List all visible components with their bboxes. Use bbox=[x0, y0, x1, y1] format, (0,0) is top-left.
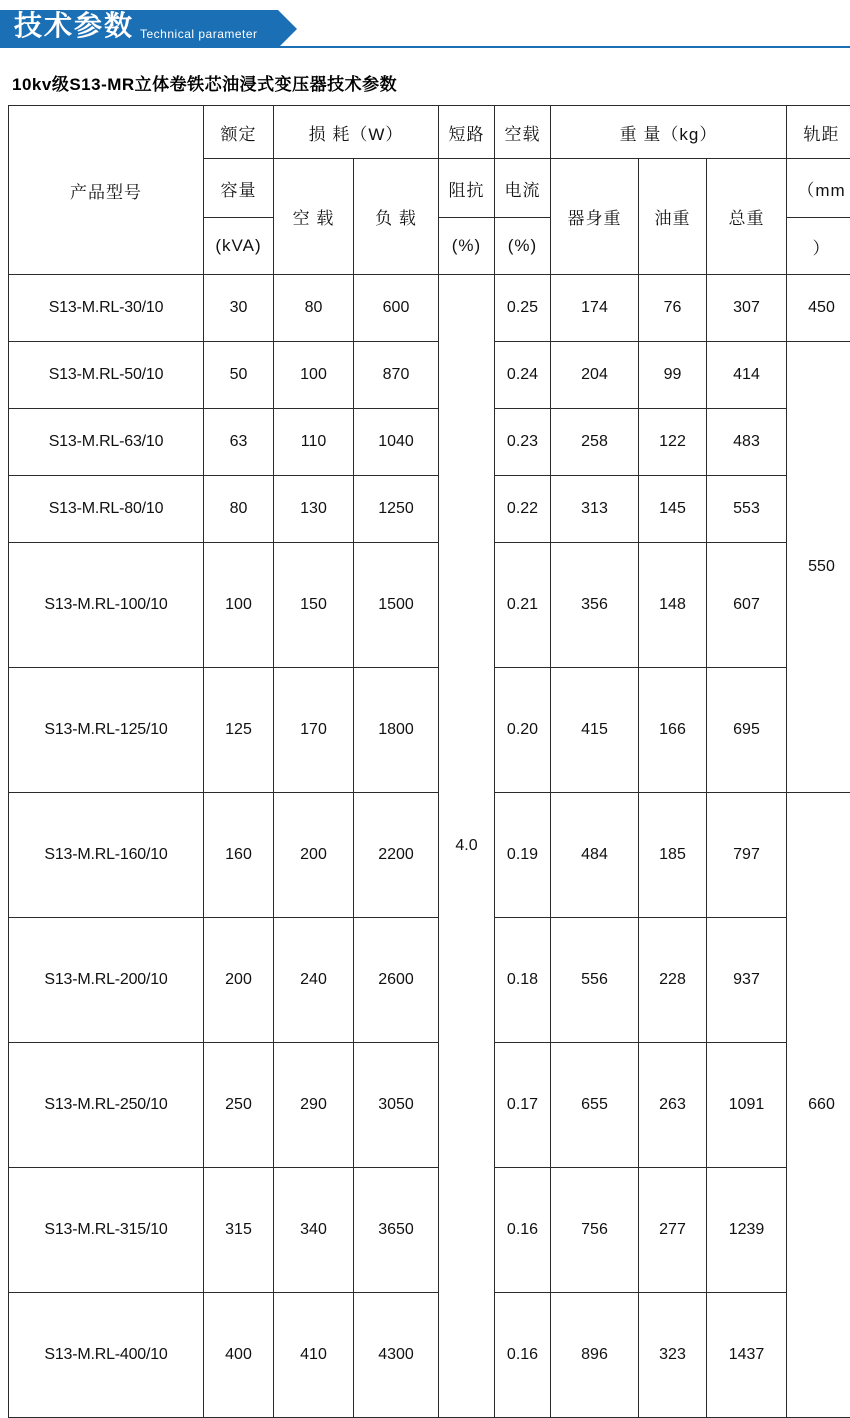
cell-rail-gauge: 450 bbox=[787, 275, 850, 342]
cell-weight-total: 695 bbox=[707, 668, 787, 793]
cell-loss-load: 3050 bbox=[354, 1043, 439, 1168]
cell-model: S13-M.RL-30/10 bbox=[9, 275, 204, 342]
cell-capacity: 80 bbox=[204, 476, 274, 543]
table-row bbox=[9, 476, 850, 543]
banner-title-en: Technical parameter bbox=[140, 26, 258, 42]
header-impedance-line3: (%) bbox=[439, 218, 495, 275]
header-loss-group: 损 耗（W） bbox=[274, 106, 439, 159]
cell-weight-body: 204 bbox=[551, 342, 639, 409]
cell-impedance: 4.0 bbox=[439, 275, 495, 1418]
page-title: 10kv级S13-MR立体卷铁芯油浸式变压器技术参数 bbox=[12, 70, 850, 95]
cell-noload-current: 0.16 bbox=[495, 1293, 551, 1418]
header-model: 产品型号 bbox=[9, 106, 204, 275]
header-current-line3: (%) bbox=[495, 218, 551, 275]
cell-weight-body: 313 bbox=[551, 476, 639, 543]
header-current-line1: 空载 bbox=[495, 106, 551, 159]
cell-model: S13-M.RL-250/10 bbox=[9, 1043, 204, 1168]
cell-weight-body: 258 bbox=[551, 409, 639, 476]
cell-weight-body: 356 bbox=[551, 543, 639, 668]
cell-weight-body: 756 bbox=[551, 1168, 639, 1293]
cell-loss-load: 2600 bbox=[354, 918, 439, 1043]
cell-loss-load: 4300 bbox=[354, 1293, 439, 1418]
cell-weight-total: 1437 bbox=[707, 1293, 787, 1418]
cell-weight-total: 414 bbox=[707, 342, 787, 409]
cell-loss-noload: 110 bbox=[274, 409, 354, 476]
cell-weight-total: 1239 bbox=[707, 1168, 787, 1293]
cell-capacity: 315 bbox=[204, 1168, 274, 1293]
table-head bbox=[9, 106, 850, 275]
table-row bbox=[9, 543, 850, 668]
cell-capacity: 125 bbox=[204, 668, 274, 793]
cell-loss-load: 1040 bbox=[354, 409, 439, 476]
cell-model: S13-M.RL-100/10 bbox=[9, 543, 204, 668]
cell-noload-current: 0.21 bbox=[495, 543, 551, 668]
cell-loss-load: 1250 bbox=[354, 476, 439, 543]
table-body bbox=[9, 275, 850, 1418]
table-row bbox=[9, 668, 850, 793]
cell-loss-load: 1800 bbox=[354, 668, 439, 793]
cell-rail-gauge: 550 bbox=[787, 342, 850, 793]
cell-model: S13-M.RL-80/10 bbox=[9, 476, 204, 543]
cell-model: S13-M.RL-160/10 bbox=[9, 793, 204, 918]
cell-noload-current: 0.17 bbox=[495, 1043, 551, 1168]
cell-loss-noload: 340 bbox=[274, 1168, 354, 1293]
cell-weight-body: 415 bbox=[551, 668, 639, 793]
header-weight-body: 器身重 bbox=[551, 159, 639, 275]
cell-loss-noload: 410 bbox=[274, 1293, 354, 1418]
table-header-row-1 bbox=[9, 106, 850, 159]
cell-weight-oil: 99 bbox=[639, 342, 707, 409]
cell-noload-current: 0.24 bbox=[495, 342, 551, 409]
cell-noload-current: 0.22 bbox=[495, 476, 551, 543]
table-row bbox=[9, 1168, 850, 1293]
cell-model: S13-M.RL-400/10 bbox=[9, 1293, 204, 1418]
cell-weight-total: 553 bbox=[707, 476, 787, 543]
cell-weight-total: 1091 bbox=[707, 1043, 787, 1168]
table-row bbox=[9, 793, 850, 918]
table-row bbox=[9, 1043, 850, 1168]
cell-rail-gauge: 660 bbox=[787, 793, 850, 1418]
header-weight-oil: 油重 bbox=[639, 159, 707, 275]
cell-capacity: 200 bbox=[204, 918, 274, 1043]
cell-capacity: 30 bbox=[204, 275, 274, 342]
cell-capacity: 400 bbox=[204, 1293, 274, 1418]
banner-title-cn: 技术参数 bbox=[14, 8, 134, 44]
cell-model: S13-M.RL-200/10 bbox=[9, 918, 204, 1043]
cell-model: S13-M.RL-125/10 bbox=[9, 668, 204, 793]
cell-noload-current: 0.20 bbox=[495, 668, 551, 793]
cell-capacity: 160 bbox=[204, 793, 274, 918]
cell-capacity: 100 bbox=[204, 543, 274, 668]
cell-capacity: 250 bbox=[204, 1043, 274, 1168]
cell-weight-total: 607 bbox=[707, 543, 787, 668]
table-row bbox=[9, 275, 850, 342]
table-row bbox=[9, 409, 850, 476]
header-capacity-line3: (kVA) bbox=[204, 218, 274, 275]
cell-loss-load: 2200 bbox=[354, 793, 439, 918]
cell-weight-total: 797 bbox=[707, 793, 787, 918]
header-loss-noload: 空 载 bbox=[274, 159, 354, 275]
cell-loss-noload: 150 bbox=[274, 543, 354, 668]
cell-weight-oil: 76 bbox=[639, 275, 707, 342]
cell-loss-load: 1500 bbox=[354, 543, 439, 668]
header-rail-line2: （mm bbox=[787, 159, 850, 218]
header-weight-group: 重 量（kg） bbox=[551, 106, 787, 159]
cell-weight-oil: 277 bbox=[639, 1168, 707, 1293]
header-rail-line3: ） bbox=[787, 218, 850, 275]
cell-loss-noload: 200 bbox=[274, 793, 354, 918]
cell-weight-oil: 228 bbox=[639, 918, 707, 1043]
header-current-line2: 电流 bbox=[495, 159, 551, 218]
cell-model: S13-M.RL-50/10 bbox=[9, 342, 204, 409]
cell-weight-body: 896 bbox=[551, 1293, 639, 1418]
cell-loss-load: 3650 bbox=[354, 1168, 439, 1293]
cell-weight-total: 307 bbox=[707, 275, 787, 342]
cell-weight-oil: 185 bbox=[639, 793, 707, 918]
cell-capacity: 63 bbox=[204, 409, 274, 476]
cell-weight-body: 484 bbox=[551, 793, 639, 918]
cell-loss-noload: 100 bbox=[274, 342, 354, 409]
cell-noload-current: 0.16 bbox=[495, 1168, 551, 1293]
cell-weight-body: 174 bbox=[551, 275, 639, 342]
cell-model: S13-M.RL-63/10 bbox=[9, 409, 204, 476]
cell-noload-current: 0.23 bbox=[495, 409, 551, 476]
header-loss-load: 负 载 bbox=[354, 159, 439, 275]
cell-loss-noload: 130 bbox=[274, 476, 354, 543]
cell-weight-oil: 166 bbox=[639, 668, 707, 793]
section-header-banner bbox=[0, 0, 850, 54]
table-row bbox=[9, 342, 850, 409]
cell-noload-current: 0.18 bbox=[495, 918, 551, 1043]
cell-weight-body: 556 bbox=[551, 918, 639, 1043]
cell-weight-total: 937 bbox=[707, 918, 787, 1043]
header-impedance-line2: 阻抗 bbox=[439, 159, 495, 218]
header-weight-total: 总重 bbox=[707, 159, 787, 275]
cell-weight-oil: 148 bbox=[639, 543, 707, 668]
cell-loss-noload: 170 bbox=[274, 668, 354, 793]
table-row bbox=[9, 1293, 850, 1418]
cell-weight-oil: 263 bbox=[639, 1043, 707, 1168]
cell-noload-current: 0.19 bbox=[495, 793, 551, 918]
header-impedance-line1: 短路 bbox=[439, 106, 495, 159]
cell-loss-noload: 240 bbox=[274, 918, 354, 1043]
cell-capacity: 50 bbox=[204, 342, 274, 409]
table-row bbox=[9, 918, 850, 1043]
cell-loss-noload: 80 bbox=[274, 275, 354, 342]
cell-weight-body: 655 bbox=[551, 1043, 639, 1168]
technical-parameter-table bbox=[8, 105, 850, 1418]
cell-loss-load: 870 bbox=[354, 342, 439, 409]
cell-weight-oil: 323 bbox=[639, 1293, 707, 1418]
cell-weight-oil: 145 bbox=[639, 476, 707, 543]
spec-table-container bbox=[8, 105, 842, 1418]
header-rail-line1: 轨距 bbox=[787, 106, 850, 159]
header-capacity-line1: 额定 bbox=[204, 106, 274, 159]
cell-loss-noload: 290 bbox=[274, 1043, 354, 1168]
cell-weight-total: 483 bbox=[707, 409, 787, 476]
cell-noload-current: 0.25 bbox=[495, 275, 551, 342]
header-capacity-line2: 容量 bbox=[204, 159, 274, 218]
cell-weight-oil: 122 bbox=[639, 409, 707, 476]
cell-model: S13-M.RL-315/10 bbox=[9, 1168, 204, 1293]
banner-underline bbox=[0, 46, 850, 48]
cell-loss-load: 600 bbox=[354, 275, 439, 342]
